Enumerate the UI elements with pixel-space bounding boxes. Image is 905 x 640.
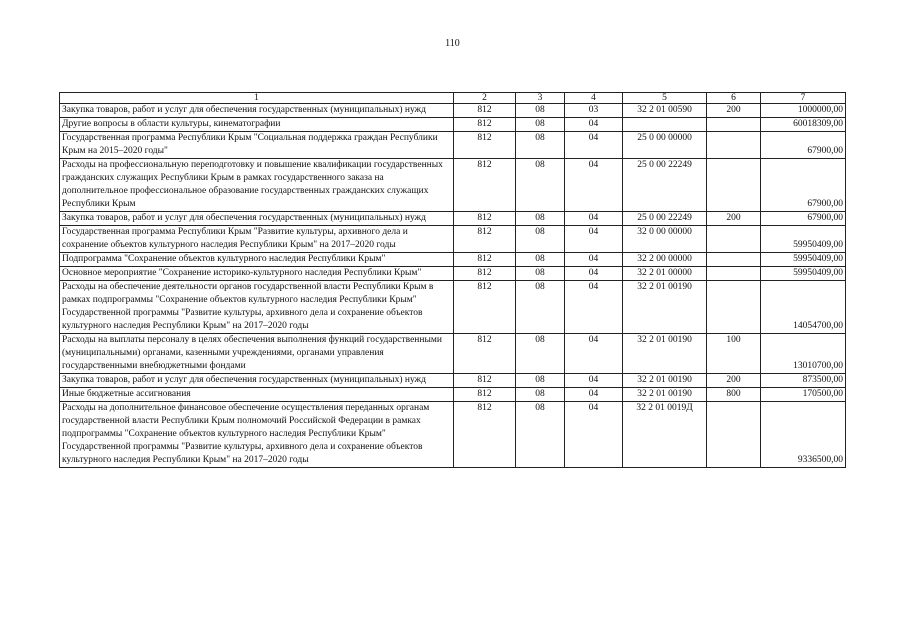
- subsection-code: 04: [565, 281, 623, 334]
- section-code: 08: [516, 104, 565, 118]
- ministry-code: 812: [454, 388, 516, 402]
- amount: 13010700,00: [761, 334, 846, 374]
- amount: 1000000,00: [761, 104, 846, 118]
- expense-type-code: [707, 159, 761, 212]
- amount: 59950409,00: [761, 226, 846, 253]
- amount: 873500,00: [761, 374, 846, 388]
- target-article-code: 32 2 01 00000: [623, 267, 707, 281]
- expense-type-code: [707, 132, 761, 159]
- table-row: [60, 402, 846, 468]
- expense-type-code: 200: [707, 104, 761, 118]
- table-row: [60, 118, 846, 132]
- expense-type-code: [707, 253, 761, 267]
- table-header-row: [60, 93, 846, 104]
- expense-type-code: [707, 118, 761, 132]
- row-name: Расходы на дополнительное финансовое обеспечение осуществления переданных органам государственной власти Республики Крым полномочий Российской Федерации в рамках подпрограммы "Сохранение объектов культурного наследия Республики Крым" Государственной программы "Развитие культуры, архивного дела и сохранение объектов культурного наследия Республики Крым" на 2017–2020 годы: [60, 402, 454, 468]
- expense-type-code: [707, 281, 761, 334]
- subsection-code: 04: [565, 374, 623, 388]
- ministry-code: 812: [454, 118, 516, 132]
- row-name: Закупка товаров, работ и услуг для обеспечения государственных (муниципальных) нужд: [60, 374, 454, 388]
- target-article-code: 32 0 00 00000: [623, 226, 707, 253]
- row-name: Другие вопросы в области культуры, кинематографии: [60, 118, 454, 132]
- subsection-code: 04: [565, 388, 623, 402]
- ministry-code: 812: [454, 212, 516, 226]
- subsection-code: 03: [565, 104, 623, 118]
- amount: 60018309,00: [761, 118, 846, 132]
- amount: 59950409,00: [761, 253, 846, 267]
- table-row: [60, 212, 846, 226]
- subsection-code: 04: [565, 118, 623, 132]
- target-article-code: [623, 118, 707, 132]
- expense-type-code: [707, 267, 761, 281]
- page-number: 110: [445, 38, 460, 49]
- ministry-code: 812: [454, 226, 516, 253]
- row-name: Расходы на обеспечение деятельности органов государственной власти Республики Крым в рамках подпрограммы "Сохранение объектов культурного наследия Республики Крым" Государственной программы "Развитие культуры, архивного дела и сохранение объектов культурного наследия Республики Крым" на 2017–2020 годы: [60, 281, 454, 334]
- column-header: 2: [454, 93, 516, 104]
- section-code: 08: [516, 374, 565, 388]
- section-code: 08: [516, 132, 565, 159]
- column-header: 3: [516, 93, 565, 104]
- section-code: 08: [516, 253, 565, 267]
- ministry-code: 812: [454, 267, 516, 281]
- section-code: 08: [516, 388, 565, 402]
- subsection-code: 04: [565, 267, 623, 281]
- ministry-code: 812: [454, 402, 516, 468]
- column-header: 7: [761, 93, 846, 104]
- target-article-code: 32 2 00 00000: [623, 253, 707, 267]
- row-name: Государственная программа Республики Крым "Социальная поддержка граждан Республики Крым на 2015–2020 годы": [60, 132, 454, 159]
- subsection-code: 04: [565, 402, 623, 468]
- target-article-code: 32 2 01 00190: [623, 334, 707, 374]
- section-code: 08: [516, 226, 565, 253]
- section-code: 08: [516, 281, 565, 334]
- table-row: [60, 253, 846, 267]
- column-header: 1: [60, 93, 454, 104]
- subsection-code: 04: [565, 159, 623, 212]
- table-row: [60, 159, 846, 212]
- column-header: 5: [623, 93, 707, 104]
- amount: 67900,00: [761, 159, 846, 212]
- section-code: 08: [516, 159, 565, 212]
- subsection-code: 04: [565, 253, 623, 267]
- table-row: [60, 334, 846, 374]
- table-row: [60, 226, 846, 253]
- section-code: 08: [516, 212, 565, 226]
- amount: 67900,00: [761, 132, 846, 159]
- expense-type-code: [707, 402, 761, 468]
- expense-type-code: 100: [707, 334, 761, 374]
- target-article-code: 25 0 00 00000: [623, 132, 707, 159]
- target-article-code: 32 2 01 00190: [623, 388, 707, 402]
- subsection-code: 04: [565, 132, 623, 159]
- row-name: Расходы на профессиональную переподготовку и повышение квалификации государственных гражданских служащих Республики Крым в рамках государственного заказа на дополнительное профессиональное образование государственных гражданских служащих Республики Крым: [60, 159, 454, 212]
- ministry-code: 812: [454, 104, 516, 118]
- budget-table: [59, 92, 846, 468]
- target-article-code: 32 2 01 0019Д: [623, 402, 707, 468]
- target-article-code: 32 2 01 00590: [623, 104, 707, 118]
- target-article-code: 32 2 01 00190: [623, 374, 707, 388]
- column-header: 4: [565, 93, 623, 104]
- target-article-code: 25 0 00 22249: [623, 159, 707, 212]
- row-name: Основное мероприятие "Сохранение историко-культурного наследия Республики Крым": [60, 267, 454, 281]
- section-code: 08: [516, 402, 565, 468]
- table-row: [60, 267, 846, 281]
- row-name: Подпрограмма "Сохранение объектов культурного наследия Республики Крым": [60, 253, 454, 267]
- expense-type-code: 800: [707, 388, 761, 402]
- table-row: [60, 132, 846, 159]
- expense-type-code: [707, 226, 761, 253]
- subsection-code: 04: [565, 226, 623, 253]
- section-code: 08: [516, 118, 565, 132]
- row-name: Государственная программа Республики Крым "Развитие культуры, архивного дела и сохранение объектов культурного наследия Республики Крым" на 2017–2020 годы: [60, 226, 454, 253]
- section-code: 08: [516, 267, 565, 281]
- amount: 170500,00: [761, 388, 846, 402]
- expense-type-code: 200: [707, 374, 761, 388]
- column-header: 6: [707, 93, 761, 104]
- ministry-code: 812: [454, 374, 516, 388]
- amount: 14054700,00: [761, 281, 846, 334]
- table-row: [60, 104, 846, 118]
- table-row: [60, 374, 846, 388]
- section-code: 08: [516, 334, 565, 374]
- ministry-code: 812: [454, 253, 516, 267]
- row-name: Расходы на выплаты персоналу в целях обеспечения выполнения функций государственными (муниципальными) органами, казенными учреждениями, органами управления государственными внебюджетными фондами: [60, 334, 454, 374]
- row-name: Закупка товаров, работ и услуг для обеспечения государственных (муниципальных) нужд: [60, 104, 454, 118]
- row-name: Иные бюджетные ассигнования: [60, 388, 454, 402]
- amount: 67900,00: [761, 212, 846, 226]
- row-name: Закупка товаров, работ и услуг для обеспечения государственных (муниципальных) нужд: [60, 212, 454, 226]
- ministry-code: 812: [454, 334, 516, 374]
- amount: 9336500,00: [761, 402, 846, 468]
- expense-type-code: 200: [707, 212, 761, 226]
- amount: 59950409,00: [761, 267, 846, 281]
- subsection-code: 04: [565, 212, 623, 226]
- target-article-code: 25 0 00 22249: [623, 212, 707, 226]
- subsection-code: 04: [565, 334, 623, 374]
- ministry-code: 812: [454, 132, 516, 159]
- table-row: [60, 388, 846, 402]
- table-row: [60, 281, 846, 334]
- ministry-code: 812: [454, 281, 516, 334]
- target-article-code: 32 2 01 00190: [623, 281, 707, 334]
- ministry-code: 812: [454, 159, 516, 212]
